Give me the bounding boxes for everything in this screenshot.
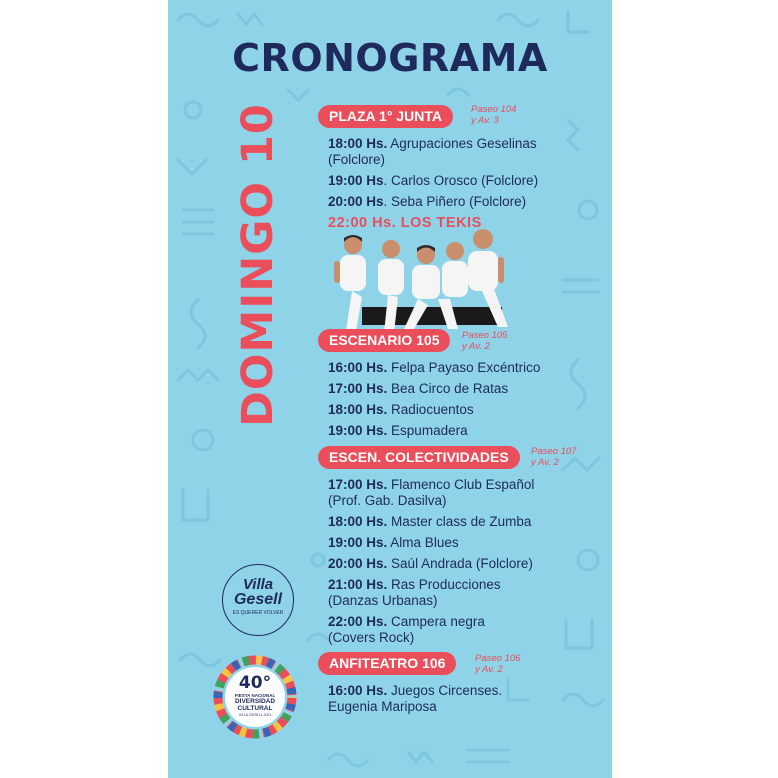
schedule-line	[328, 493, 447, 509]
poster	[168, 0, 612, 778]
address-line: Paseo 105	[462, 330, 508, 341]
time: 18:00 Hs.	[328, 402, 388, 417]
venue-badge-colectividades: ESCEN. COLECTIVIDADES	[318, 446, 520, 469]
time: 20:00 Hs	[328, 194, 384, 209]
address-line: Paseo 104	[471, 104, 517, 115]
event: (Danzas Urbanas)	[328, 593, 438, 608]
venue-address-escenario	[462, 330, 507, 352]
schedule-line	[328, 402, 474, 418]
event: Agrupaciones Geselinas	[387, 136, 537, 151]
time: 18:00 Hs.	[328, 514, 388, 529]
schedule-line	[328, 593, 438, 609]
venue-address-colectividades	[531, 446, 576, 468]
logo-text: Villa	[242, 576, 274, 593]
time: 19:00 Hs.	[328, 423, 388, 438]
schedule-line	[328, 630, 414, 646]
time: 19:00 Hs.	[328, 535, 388, 550]
time: 18:00 Hs.	[328, 136, 388, 151]
headline-act: 22:00 Hs. LOS TEKIS	[328, 215, 482, 231]
event: Saúl Andrada (Folclore)	[387, 556, 533, 571]
event: (Folclore)	[328, 152, 386, 167]
schedule-line	[328, 614, 485, 630]
event: Eugenia Mariposa	[328, 699, 437, 714]
schedule-line	[328, 360, 540, 376]
time: 17:00 Hs.	[328, 477, 388, 492]
address-line: y Av. 3	[471, 115, 499, 126]
schedule-line	[328, 423, 468, 439]
address-line: y Av. 2	[531, 457, 559, 468]
time: 22:00 Hs.	[328, 614, 388, 629]
band-photo	[332, 225, 522, 337]
logo-tagline: ES QUERER VOLVER	[232, 610, 284, 616]
event: Juegos Circenses.	[387, 683, 503, 698]
address-line: Paseo 107	[531, 446, 577, 457]
venue-badge-escenario: ESCENARIO 105	[318, 329, 450, 352]
time: 21:00 Hs.	[328, 577, 388, 592]
schedule-line	[328, 683, 502, 699]
schedule-line	[328, 173, 538, 189]
schedule-line	[328, 477, 534, 493]
event: Ras Producciones	[387, 577, 501, 592]
schedule-line	[328, 152, 385, 168]
schedule-line	[328, 577, 501, 593]
event: (Prof. Gab. Dasilva)	[328, 493, 447, 508]
schedule-line	[328, 381, 508, 397]
schedule-line	[328, 514, 531, 530]
venue-address-plaza	[471, 104, 516, 126]
address-line: y Av. 2	[475, 664, 503, 675]
time: 20:00 Hs.	[328, 556, 388, 571]
venue-badge-plaza: PLAZA 1° JUNTA	[318, 105, 453, 128]
event: Espumadera	[387, 423, 468, 438]
villa-gesell-logo	[222, 564, 294, 636]
day-label: DOMINGO 10	[233, 103, 283, 427]
fiesta-diversidad-logo	[213, 655, 297, 739]
time: 17:00 Hs.	[328, 381, 388, 396]
poster-title: CRONOGRAMA	[232, 36, 548, 80]
event: . Seba Piñero (Folclore)	[383, 194, 527, 209]
time: 19:00 Hs	[328, 173, 384, 188]
schedule-line	[328, 535, 459, 551]
logo-center	[225, 667, 285, 727]
logo-number: 40°	[238, 673, 272, 693]
event: Alma Blues	[387, 535, 459, 550]
venue-address-anfiteatro	[475, 653, 520, 675]
logo-text: CULTURAL	[237, 705, 273, 712]
address-line: Paseo 106	[475, 653, 521, 664]
schedule-line	[328, 699, 437, 715]
event: (Covers Rock)	[328, 630, 415, 645]
logo-text: VILLA GESELL 2021	[238, 713, 272, 717]
event: Campera negra	[387, 614, 485, 629]
event: Felpa Payaso Excéntrico	[387, 360, 541, 375]
address-line: y Av. 2	[462, 341, 490, 352]
event: Bea Circo de Ratas	[387, 381, 509, 396]
logo-text: FIESTA NACIONAL	[234, 693, 276, 698]
event: Radiocuentos	[387, 402, 474, 417]
schedule-line	[328, 556, 533, 572]
logo-text: DIVERSIDAD	[234, 698, 276, 705]
event: Master class de Zumba	[387, 514, 532, 529]
venue-badge-anfiteatro: ANFITEATRO 106	[318, 652, 456, 675]
event: . Carlos Orosco (Folclore)	[383, 173, 539, 188]
event: Flamenco Club Español	[387, 477, 535, 492]
schedule-line	[328, 136, 537, 152]
logo-text: Gesell	[233, 591, 283, 608]
time: 16:00 Hs.	[328, 360, 388, 375]
schedule-line	[328, 194, 526, 210]
time: 16:00 Hs.	[328, 683, 388, 698]
